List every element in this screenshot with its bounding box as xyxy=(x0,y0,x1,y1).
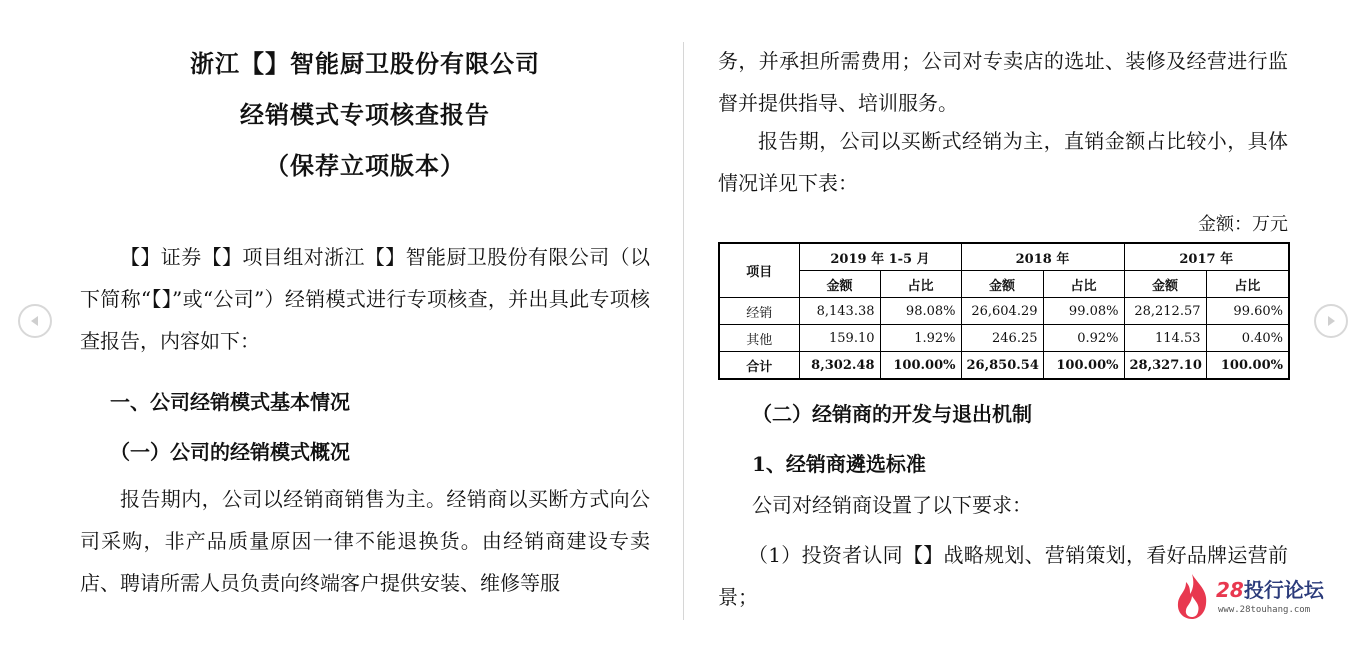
next-page-button[interactable] xyxy=(1314,304,1348,338)
table-row xyxy=(719,298,1289,325)
table-cell: 98.08% xyxy=(880,298,961,325)
right-page xyxy=(718,0,1290,645)
table-cell: 0.40% xyxy=(1206,325,1289,352)
ratio-header: 占比 xyxy=(1206,271,1289,298)
section2-sub-heading: 1、经销商遴选标准 xyxy=(752,452,926,476)
table-intro-paragraph: 报告期，公司以买断式经销为主，直销金额占比较小，具体情况详见下表： xyxy=(718,129,1288,195)
sales-table xyxy=(718,242,1290,380)
table-cell: 99.08% xyxy=(1043,298,1124,325)
section1-sub-heading: （一）公司的经销模式概况 xyxy=(110,440,350,464)
table-cell: 114.53 xyxy=(1124,325,1206,352)
table-cell: 26,850.54 xyxy=(961,352,1043,380)
table-cell: 99.60% xyxy=(1206,298,1289,325)
item-header: 项目 xyxy=(719,243,799,298)
table-cell: 8,302.48 xyxy=(799,352,880,380)
section1-paragraph: 报告期内，公司以经销商销售为主。经销商以买断方式向公司采购，非产品质量原因一律不能退换货。由经销商建设专卖店、聘请所需人员负责向终端客户提供安装、维修等服 xyxy=(80,487,650,595)
table-cell: 28,212.57 xyxy=(1124,298,1206,325)
left-page xyxy=(80,0,650,645)
section2-heading: （二）经销商的开发与退出机制 xyxy=(752,402,1032,426)
logo-name: 投行论坛 xyxy=(1243,578,1324,602)
table-header-row xyxy=(719,243,1289,271)
table-cell: 26,604.29 xyxy=(961,298,1043,325)
forum-logo[interactable] xyxy=(1172,572,1344,622)
ratio-header: 占比 xyxy=(1043,271,1124,298)
report-title-company: 浙江【】智能厨卫股份有限公司 xyxy=(190,49,540,78)
flame-icon xyxy=(1172,572,1212,620)
table-cell: 100.00% xyxy=(1206,352,1289,380)
logo-number: 28 xyxy=(1216,578,1244,602)
row-label: 经销 xyxy=(719,298,799,325)
intro-paragraph: 【】证券【】项目组对浙江【】智能厨卫股份有限公司（以下简称“【】”或“公司”）经销模式进行专项核查，并出具此专项核查报告，内容如下： xyxy=(80,245,650,353)
table-cell: 100.00% xyxy=(1043,352,1124,380)
chevron-left-icon xyxy=(28,314,42,328)
table-row xyxy=(719,325,1289,352)
previous-page-button[interactable] xyxy=(18,304,52,338)
logo-url: www.28touhang.com xyxy=(1218,605,1311,615)
table-subheader-row xyxy=(719,271,1289,298)
row-label: 合计 xyxy=(719,352,799,380)
section1-heading: 一、公司经销模式基本情况 xyxy=(110,390,350,414)
ratio-header: 占比 xyxy=(880,271,961,298)
table-cell: 8,143.38 xyxy=(799,298,880,325)
table-cell: 28,327.10 xyxy=(1124,352,1206,380)
row-label: 其他 xyxy=(719,325,799,352)
table-cell: 1.92% xyxy=(880,325,961,352)
chevron-right-icon xyxy=(1324,314,1338,328)
requirement-item-1: （1）投资者认同【】战略规划、营销策划，看好品牌运营前景； xyxy=(718,543,1288,609)
table-cell: 246.25 xyxy=(961,325,1043,352)
table-cell: 0.92% xyxy=(1043,325,1124,352)
period-header-2019: 2019 年 1-5 月 xyxy=(799,243,961,271)
period-header-2017: 2017 年 xyxy=(1124,243,1289,271)
continued-paragraph: 务，并承担所需费用；公司对专卖店的选址、装修及经营进行监督并提供指导、培训服务。 xyxy=(718,49,1288,115)
period-header-2018: 2018 年 xyxy=(961,243,1124,271)
page-divider xyxy=(683,42,684,620)
amount-header: 金额 xyxy=(961,271,1043,298)
logo-text xyxy=(1216,574,1324,603)
report-title-main: 经销模式专项核查报告 xyxy=(240,100,490,129)
requirements-intro: 公司对经销商设置了以下要求： xyxy=(752,493,1032,517)
report-title-version: （保荐立项版本） xyxy=(265,151,465,180)
table-cell: 159.10 xyxy=(799,325,880,352)
unit-label: 金额：万元 xyxy=(1198,214,1288,235)
amount-header: 金额 xyxy=(1124,271,1206,298)
amount-header: 金额 xyxy=(799,271,880,298)
table-total-row xyxy=(719,352,1289,380)
table-cell: 100.00% xyxy=(880,352,961,380)
